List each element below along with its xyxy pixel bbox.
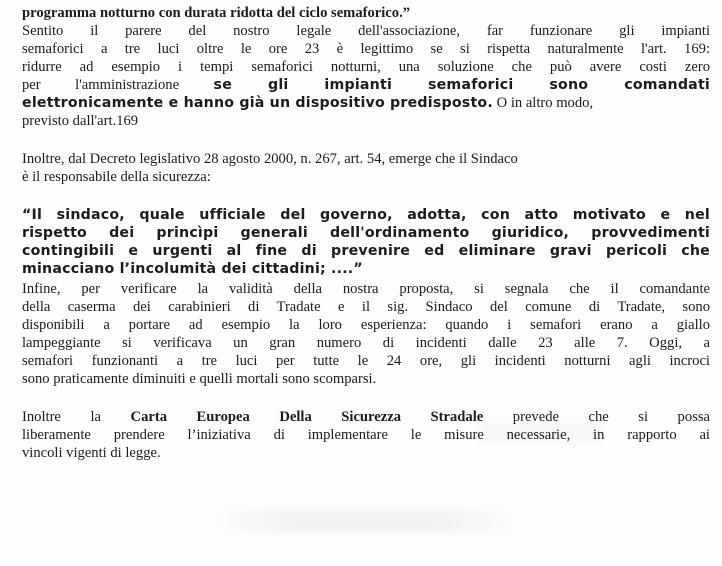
paragraph-4-line: lampeggiante si verificava un gran numero di incidenti dalle 23 alle 7. Oggi, a (22, 335, 710, 351)
paragraph-3-line: Inoltre, dal Decreto legislativo 28 agosto 2000, n. 267, art. 54, emerge che il Sindaco (22, 151, 518, 167)
paragraph-2-text: per l'amministrazione (22, 77, 180, 93)
quote-line: minacciano l’incolumità dei cittadini; ....” (22, 261, 363, 277)
paragraph-4-line: disponibili a portare ad esempio la loro esperienza: quando i semafori erano a giallo (22, 317, 710, 333)
paragraph-2-bold-text: se gli impianti semaforici sono comandati (213, 77, 710, 93)
quote-line: rispetto dei princìpi generali dell'ordinamento giuridico, provvedimenti (22, 225, 710, 241)
paragraph-5-text: Inoltre la (22, 409, 101, 425)
paragraph-5-bold-text: Carta Europea Della Sicurezza Stradale (130, 409, 484, 425)
paragraph-4-line: sono praticamente diminuiti e quelli mortali sono scomparsi. (22, 371, 377, 387)
paragraph-2-line (22, 94, 710, 112)
paragraph-1-line: programma notturno con durata ridotta del ciclo semaforico.” (22, 5, 411, 21)
paragraph-2-line (22, 76, 710, 94)
paragraph-2-bold-text: elettronicamente e hanno già un dispositivo predisposto. (22, 95, 493, 111)
paragraph-4-line: della caserma dei carabinieri di Tradate e il sig. Sindaco del comune di Tradate, sono (22, 299, 710, 315)
paragraph-2-line: previsto dall'art.169 (22, 113, 139, 129)
bleed-through-smudge (215, 510, 515, 532)
paragraph-2-line: Sentito il parere del nostro legale dell'associazione, far funzionare gli impianti (22, 23, 710, 39)
paragraph-5-text: prevede che si possa (512, 409, 710, 425)
paragraph-2-text: O in altro modo, (496, 95, 594, 111)
paragraph-5-line: vincoli vigenti di legge. (22, 445, 161, 461)
paragraph-2-line: semaforici a tre luci oltre le ore 23 è legittimo se si rispetta naturalmente l'art. 169: (22, 41, 710, 57)
paragraph-5-line: liberamente prendere l’iniziativa di implementare le misure necessarie, in rapporto ai (22, 427, 710, 443)
paragraph-4-line: semafori funzionanti a tre luci per tutte le 24 ore, gli incidenti notturni agli incroci (22, 353, 710, 369)
paragraph-3-line: è il responsabile della sicurezza: (22, 169, 211, 185)
paragraph-2-line: ridurre ad esempio i tempi semaforici notturni, una soluzione che può avere costi zero (22, 59, 710, 75)
quote-line: contingibili e urgenti al fine di prevenire ed eliminare gravi pericoli che (22, 243, 710, 259)
paragraph-5-line (22, 408, 710, 426)
quote-line: “Il sindaco, quale ufficiale del governo, adotta, con atto motivato e nel (22, 207, 710, 223)
paragraph-4-line: Infine, per verificare la validità della nostra proposta, si segnala che il comandante (22, 281, 710, 297)
